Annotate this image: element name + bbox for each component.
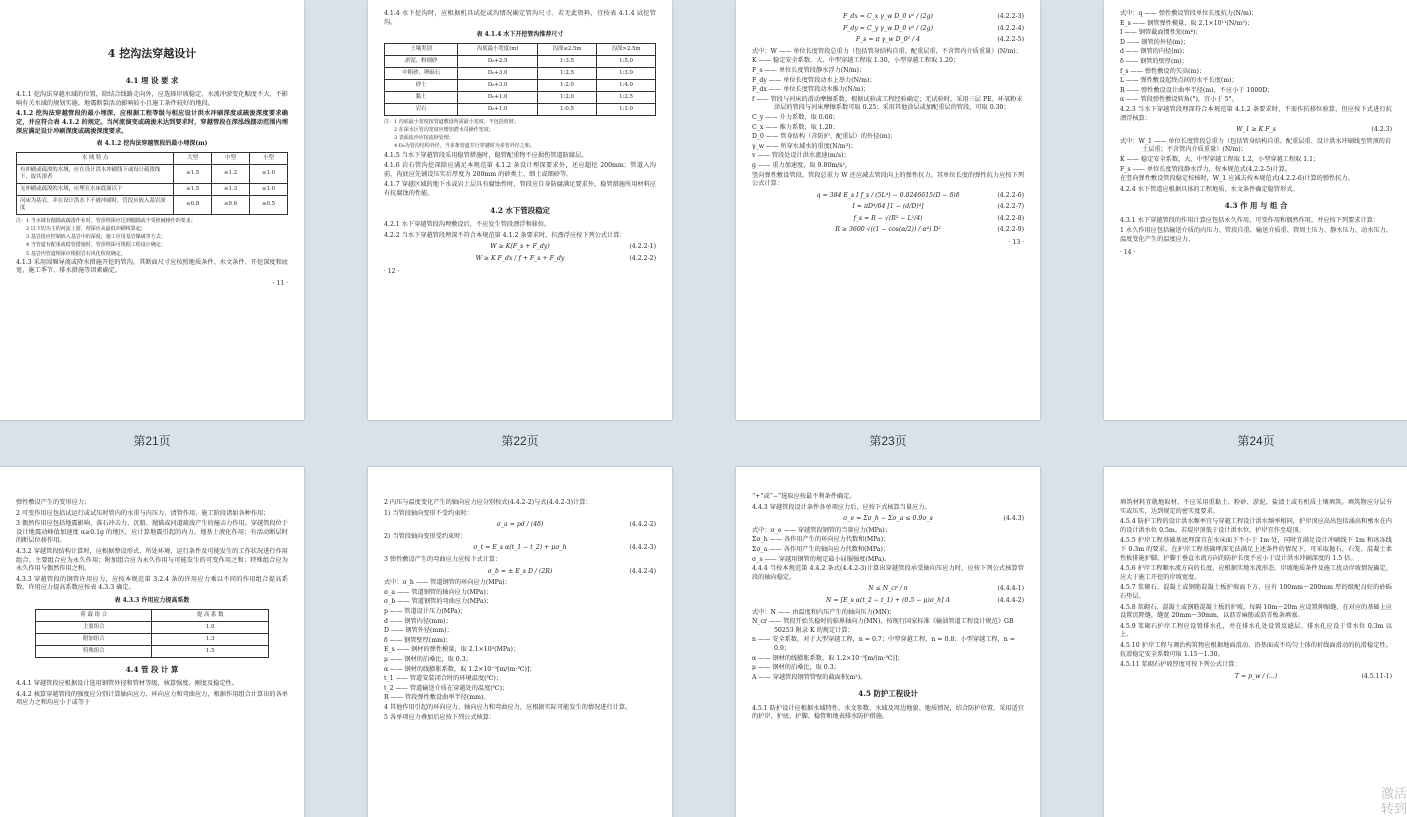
table-cell: 特殊组合 <box>36 645 152 657</box>
definition: α —— 管段弹性敷设转角(°)，宜小于 5°。 <box>1120 96 1238 104</box>
page-number: · 12 · <box>384 267 400 275</box>
formula-number: (4.2.2-4) <box>997 24 1024 32</box>
table-note: 5 基岩内管道埋深应根据岩石风化程度确定。 <box>26 250 126 257</box>
formula <box>1120 673 1392 682</box>
formula <box>752 597 1024 606</box>
table-cell: D₀+3.0 <box>458 67 538 79</box>
formula <box>1120 126 1392 135</box>
table-note: 注：1 沟底最小宽度按管道敷设所需最小宽度，不包括放坡； <box>384 118 519 125</box>
table-cell: D₀+1.0 <box>458 103 538 115</box>
formula-expr: W ≥ K F_dx / f + F_s + F_dy <box>475 254 565 262</box>
definition: δ —— 钢管的壁厚(m)； <box>1120 57 1188 65</box>
paragraph: 4.1.2 挖沟法穿越管段的最小埋深，应根据工程等级与相应设计洪水冲刷深度或疏浚深度要求确定，并应符合表 4.1.2 的规定。当河流演变或疏浚未达到要求时，穿越管段在深泓线摆动范围内埋深应满足设计冲刷深度或疏浚深度要求。 <box>16 110 288 135</box>
formula <box>384 568 656 577</box>
definition: K —— 稳定安全系数，大、中型穿越工程取 1.30，小型穿越工程取 1.20； <box>752 57 960 65</box>
formula-expr: σ_e = Σσ_h − Σσ_a ≤ 0.9σ_s <box>843 515 933 523</box>
formula <box>752 25 1024 34</box>
paragraph: 4.3.3 穿越管段的钢管许用应力，应按本规范第 3.2.4 条的许用应力乘以不同的作用组合提高系数，许用应力提高系数应按表 4.3.3 确定。 <box>16 575 288 592</box>
paragraph: 4.2.4 水下管道应根据具体的工程地质、水文条件确定稳管形式。 <box>1120 185 1299 193</box>
paragraph: 4.5.6 护岸工程顺水流方向的长度，应根据实地水流形态、岸坡地质条件及施工扰动岸坡情况确定，应大于施工开挖的岸坡宽度。 <box>1120 565 1392 581</box>
paragraph: 5 各单项应力叠加后应按下列公式核算： <box>384 714 496 722</box>
page-caption-21[interactable]: 第21页 <box>133 434 171 448</box>
definition: I —— 钢管截面惯性矩(m⁴)； <box>1120 29 1202 37</box>
table-header-cell: 小型 <box>250 152 288 164</box>
paragraph: 4.4.4 当按本规范第 4.4.2 条式(4.4.2-3)计算出穿越管段承受轴向压应力时，应按下列公式核算管段的轴向稳定。 <box>752 565 1024 581</box>
definition: t_2 —— 管道输送介质在穿越处的温度(℃)； <box>384 684 509 692</box>
table-cell: ≥1.2 <box>212 164 250 183</box>
table-cell: D₀+1.0 <box>458 91 538 103</box>
paragraph: 4.3.2 穿越管段结构计算时，应根据整设形式、所处环境、运行条件及可能发生的工作状况进行作用组合。主要组合应为永久作用；附加组合应为永久作用与可能发生的可变作用之和；特殊组合应为永久作用与偶然作用之和。 <box>16 547 288 573</box>
table-row <box>385 79 656 91</box>
page-caption-24[interactable]: 第24页 <box>1237 434 1275 448</box>
paragraph: 4.2.2 当水下穿越管段埋深不符合本规范第 4.1.2 条要求时，抗漂浮应按下列公式计算： <box>384 231 626 239</box>
definition: F_s —— 单位长度管段静水浮力(N/m)； <box>752 66 866 74</box>
table-note: 2 在深水区管沟宽度应增加潜水员操作宽度； <box>394 126 494 133</box>
paragraph: 4.1.4 水下挖沟时，应根据机具试挖或沟情况确定管沟尺寸。若无此资料，宜按表 4.1.4 试挖管沟。 <box>384 10 656 26</box>
paragraph: 竖向弹性敷设管段，管段总重力 W 还应减去管段向上的弹性抗力。其单位长度的弹性抗力应按下列公式计算： <box>752 171 1024 188</box>
table-row <box>36 621 269 633</box>
paragraph: 在竖向弹性敷设管段稳定校核时，W_1 应减去按本规范式(4.2.2-6)计算的弹性抗力。 <box>1120 175 1354 183</box>
table-cell: 1:0.5 <box>538 103 597 115</box>
page-thumbnail-27[interactable] <box>736 467 1040 817</box>
formula-expr: q = 384 E_s I f_s / (5L⁴) − 0.0246615(D − δ)δ <box>816 191 960 199</box>
formula-number: (4.2.2-1) <box>629 243 656 251</box>
formula-expr: T = p_w / (...) <box>1234 672 1278 680</box>
table-note: 4 当管道有配重或稳管措施时，管顶埋深可根据工程设计确定； <box>26 242 166 249</box>
table-header-cell: 中型 <box>212 152 250 164</box>
table-title: 表 4.1.2 挖沟法穿越管段的最小埋深(m) <box>96 140 208 148</box>
formula-number: (4.2.2-3) <box>997 13 1024 20</box>
table-title: 表 4.3.3 许用应力提高系数 <box>114 596 190 604</box>
paragraph: “+”或“−”选取应按最不利条件确定。 <box>752 493 856 500</box>
paragraph: 弹性敷设产生的变形应力； <box>16 499 91 506</box>
formula-expr: F_dy = C_y γ_w D_0 v² / (2g) <box>843 24 933 32</box>
paragraph: 4.2.1 水下穿越管段沟埋敷设后，不应发生管段漂浮和移位。 <box>384 221 551 229</box>
paragraph: 4.1.1 挖沟法穿越水域的位置，除结合线路走向外，应选择岸坡稳定、水流冲淤变化幅度不大、不影响有关水域的规划实施、地震断裂活动影响较小且施工条件较好的地段。 <box>16 91 288 107</box>
definition: d —— 钢管内径(mm)； <box>384 617 452 625</box>
page-thumbnail-22[interactable] <box>368 0 672 420</box>
definition: R —— 弹性敷设设计曲率半径(m)，不应小于 1000D； <box>1120 86 1274 94</box>
paragraph: 2 可变作用应包括试运行或试压时管内的水重与内压力、清管作用、施工阶段诸如各种作用； <box>16 509 270 517</box>
activation-watermark <box>1377 787 1407 817</box>
section-title: 4.3 作 用 与 组 合 <box>1224 201 1288 211</box>
formula <box>384 255 656 264</box>
table-cell: ≥1.5 <box>174 164 212 183</box>
paragraph: 1) 当管段轴向变形不受约束时： <box>384 509 473 517</box>
formula-expr: N = [E_s α(t_2 − t_1) + (0.5 − μ)σ_h] A <box>826 596 950 604</box>
definition: 式中：q —— 弹性敷设管段单位长度抗力(N/m)； <box>1120 10 1258 17</box>
table-cell: 1:2.5 <box>597 91 656 103</box>
definition: α —— 钢材的线膨胀系数，取 1.2×10⁻⁵[m/(m·℃)]； <box>752 654 904 662</box>
table-cell: 有冲刷或疏浚的水域，应在设计洪水冲刷线下或设计疏浚线下，取其深者 <box>17 164 174 183</box>
formula-expr: σ_t = E_s α(t_1 − t_2) + μσ_h <box>473 544 567 552</box>
table-cell: 1:2.0 <box>538 91 597 103</box>
table-header-cell: 大型 <box>174 152 212 164</box>
definition: 式中：W —— 单位长度管段总重力（包括管身结构自重、配重层重，不含管内介质重量）(N/m)； <box>752 47 1022 55</box>
table-row <box>385 55 656 67</box>
definition: D —— 钢管的外径(m)； <box>1120 38 1190 46</box>
table-cell: 1:4.0 <box>597 79 656 91</box>
definition: N_cr —— 管段开始失稳时的临界轴向力(MN)，按现行国家标准《输油管道工程设计规范》GB 50253 附录 K 的规定计算； <box>752 618 1014 634</box>
table-header-cell: 土壤类别 <box>385 43 458 55</box>
trench-table <box>384 43 656 116</box>
formula-expr: I = πD⁴/64 [1 − (d/D)⁴] <box>852 203 924 211</box>
page-thumbnail-24[interactable] <box>1104 0 1407 420</box>
definition: Σσ_h —— 各作用产生的环向应力代数和(MPa)； <box>752 536 890 544</box>
table-cell: 河床为基岩，并在设计洪水下不被冲刷时，管段应嵌入基岩深度 <box>17 195 174 214</box>
definition: f —— 管段与河床的滑动摩擦系数，根据试验或工程经验确定；无试验时，采用三层 PE、环氧粉末涂层的管段与河床摩擦系数可取 0.25；采用其他涂层或加配重层的管段，可取 0.30； <box>752 95 1023 112</box>
paragraph: 4.5.11 浆砌石护坡厚度可按下列公式计算： <box>1120 661 1241 669</box>
table-row <box>17 164 288 183</box>
formula-expr: W_1 ≥ K F_s <box>1236 126 1276 134</box>
paragraph: 4.1.3 采用围堰导流或降水措施开挖的管沟，其断面尺寸应按照地质条件、水文条件、开挖深度和底宽、施工季节、排水措施等因素确定。 <box>16 258 288 275</box>
page-number: · 11 · <box>272 279 288 287</box>
table-cell: 砂土 <box>385 79 458 91</box>
paragraph: 1 永久作用应包括输送介质的内压力、管段自重、输送介质重、管周土压力、静水压力、动水压力、温度变化产生的温度应力、 <box>1120 227 1392 244</box>
paragraph: 4.1.5 当水下穿越管段采用稳管措施时，稳管配重物不应损伤管道防腐层。 <box>384 151 588 159</box>
formula-expr: σ_a = pd / (4δ) <box>496 521 544 529</box>
formula <box>752 13 1024 22</box>
paragraph: 4.5.5 护岸工程基础基底埋深宜在水床面下不小于 1m 处，同时宜满足设计冲刷线下 1m 和冰冻线下 0.3m 的要求。在护岸工程基础埋深无法满足上述条件的情况下，可采取抛石、石笼、混凝土柔性板排施护脚。护脚于垂直水流方向的防护长度不应小于设计洪水冲刷深度的 1.5 倍。 <box>1120 537 1392 562</box>
table-row <box>385 103 656 115</box>
paragraph: 2) 当管段轴向变形受约束时： <box>384 532 467 540</box>
table-header-cell: 荷 载 组 合 <box>36 609 152 621</box>
paragraph: 4.4.1 穿越管段应根据设计选用钢管外径和管材等级，核算强度、刚度及稳定性。 <box>16 680 238 688</box>
table-cell: 1.0 <box>152 621 268 633</box>
table-cell: 1:3.5 <box>538 55 597 67</box>
definition: 式中：N —— 由温度和内压产生的轴向压力(MN)； <box>752 608 896 616</box>
formula-expr: W ≥ K(F_s + F_dy) <box>490 243 550 251</box>
table-row <box>17 195 288 214</box>
formula <box>384 521 656 530</box>
definition: δ —— 钢管壁厚(mm)； <box>384 636 452 644</box>
table-cell: ≥1.5 <box>174 183 212 195</box>
definition: v —— 管段处设计洪水流速(m/s)； <box>752 152 850 160</box>
formula <box>384 243 656 252</box>
definition: 式中：W_1 —— 单位长度管段总重力（包括管身结构自重、配重层重、设计洪水冲刷线至管顶的岩土层重；不含管内介质重量）(N/m)； <box>1120 137 1392 154</box>
section-title: 4.1 埋 设 要 求 <box>125 75 179 85</box>
definition: α —— 钢材的线膨胀系数，取 1.2×10⁻⁵[m/(m·℃)]； <box>384 665 536 673</box>
table-cell: D₀+2.5 <box>458 55 538 67</box>
table-header-cell: 沟底最小宽度(m) <box>458 43 538 55</box>
formula-expr: F_dx = C_x γ_w D_0 v² / (2g) <box>843 13 933 20</box>
definition: d —— 钢管的内径(m)； <box>1120 48 1189 56</box>
table-cell: 1:5.0 <box>597 55 656 67</box>
definition: 式中：σ_h —— 管道钢管的环向应力(MPa)； <box>384 579 511 587</box>
formula-expr: R ≥ 3600 √((1 − cos(α/2)) / α⁴) D² <box>835 226 941 234</box>
paragraph: 4.5.1 防护设计应根据水域特性、水文参数、水域及周边地貌、地质情况，结合防护位置，采用适宜的护岸、护底、护脚、稳管和地表排水防护措施。 <box>752 704 1024 721</box>
formula-expr: σ_b = ± E_s D / (2R) <box>487 567 553 575</box>
table-header-cell: 提 高 系 数 <box>152 609 268 621</box>
paragraph: 4.4.3 穿越管段设计条件各单项应力后，应按下式核算当量应力。 <box>752 503 931 511</box>
formula-number: (4.2.2-7) <box>997 203 1024 211</box>
page-caption-22[interactable]: 第22页 <box>501 434 539 448</box>
page-thumbnail-21[interactable] <box>0 0 304 420</box>
definition: σ_b —— 管道钢管的弯曲应力(MPa)； <box>384 598 493 606</box>
formula-number: (4.4.3) <box>1003 515 1024 523</box>
formula <box>752 585 1024 594</box>
definition: F_dx —— 单位长度管段动水推力(N/m)； <box>752 86 870 94</box>
page-number: · 14 · <box>1120 248 1136 256</box>
formula-number: (4.2.2-8) <box>997 214 1024 222</box>
definition: μ —— 钢材的泊桑比，取 0.3； <box>384 655 472 663</box>
paragraph: 填筑材料宜就地取材，不应采用重黏土、粉砂、淤泥、盐渍土或有机质土壤填筑。填筑物应分层夯实或压实，达到规定的密实度要求。 <box>1120 499 1392 515</box>
page-thumbnail-25[interactable] <box>0 467 304 817</box>
table-note: 3 表面流沙应按流砂处理； <box>394 135 454 142</box>
watermark-line: 转到 <box>1380 802 1407 817</box>
table-note: 3 基岩段应控制嵌入基岩中的深度，施工应用基岩爆破等方式； <box>26 234 166 241</box>
formula-number: (4.4.4-2) <box>997 596 1024 604</box>
definition: σ_a —— 管道钢管的轴向应力(MPa)； <box>384 588 492 596</box>
formula <box>752 36 1024 45</box>
table-cell: 1:2.5 <box>538 67 597 79</box>
formula-expr: F_s = π γ_w D_0² / 4 <box>855 36 921 44</box>
definition: E_s —— 钢管弹性模量，取 2.1×10¹¹(N/m²)； <box>1120 19 1254 27</box>
page-number: · 13 · <box>1008 239 1024 247</box>
formula-number: (4.5.11-1) <box>1361 672 1392 680</box>
table-cell: 1:2.0 <box>538 79 597 91</box>
paragraph: 4.3.1 水下穿越管段的作用计算应包括永久作用、可变作用和偶然作用，并应按下列要求计算： <box>1120 216 1380 224</box>
chapter-title: 4 挖沟法穿越设计 <box>107 47 197 60</box>
table-cell: ≥1.0 <box>250 183 288 195</box>
table-row <box>36 645 269 657</box>
table-row <box>17 183 288 195</box>
table-row <box>385 91 656 103</box>
definition: t_1 —— 管道安装闭合时的环境温度(℃)； <box>384 675 503 683</box>
table-cell: 黏土 <box>385 91 458 103</box>
table-row <box>36 633 269 645</box>
definition: A —— 穿越管段钢管管壁的截面积(m²)。 <box>752 673 867 681</box>
paragraph: 2 内压与温度变化产生的轴向应力应分别按式(4.4.2-2)与式(4.4.2-3)计算： <box>384 499 592 506</box>
table-header-row <box>36 609 269 621</box>
table-title: 表 4.1.4 水下开挖管沟推荐尺寸 <box>476 31 564 39</box>
watermark-line: 激活 <box>1380 787 1407 802</box>
table-note: 注：1 当水域有抛锚或疏浚作业时，管顶埋深应达到抛锚或不受机械操作的要求； <box>16 217 196 224</box>
definition: L —— 弹性敷设起终点间的水平长度(m)； <box>1120 77 1238 85</box>
table-cell: ≥1.3 <box>212 183 250 195</box>
table-cell: 中粗砂、卵砾石 <box>385 67 458 79</box>
page-thumbnail-26[interactable] <box>368 467 672 817</box>
table-cell: ≥0.8 <box>174 195 212 214</box>
table-note: 2 以下切为主的河流上游，埋深应从最低冲刷线算起； <box>26 225 146 232</box>
paragraph: 4.2.3 当水下穿越管段埋深符合本规范第 4.1.2 条要求时，不需作抗移位验算，但应按下式进行抗漂浮核算： <box>1120 105 1392 122</box>
definition: μ —— 钢材的泊桑比，取 0.3； <box>752 664 840 672</box>
definition: D —— 钢管外径(mm)； <box>384 627 453 635</box>
table-cell: 1:3.0 <box>597 67 656 79</box>
paragraph: 4.1.6 岩石管沟挖深除应满足本规范第 4.1.2 条设计埋深要求外，还应超挖 200mm；管道入沟前，沟底应先铺设压实后厚度为 200mm 的砂类土、细土或细砂等。 <box>384 162 656 178</box>
paragraph: 4.5.9 浆砌石护岸工程应设置排水孔，并在排水孔处设置反滤层。排水孔应设于常水位 0.3m 以上。 <box>1120 622 1392 639</box>
definition: C_y —— 升力系数，取 0.60； <box>752 113 839 121</box>
depth-table <box>16 152 288 215</box>
definition: n —— 安全系数，对于大型穿越工程，n = 0.7；中型穿越工程，n = 0.8；小型穿越工程，n = 0.9； <box>752 636 1015 652</box>
paragraph: 4.5.7 浆砌石、混凝土或钢筋混凝土板护坡面下方，应有 100mm～200mm 厚的级配良好的砂砾石垫层。 <box>1120 584 1392 600</box>
definition: σ_s —— 穿越用钢管的规定最小屈服强度(MPa)。 <box>752 555 891 563</box>
table-header-cell: 沟深≤2.5m <box>538 43 597 55</box>
formula-number: (4.4.2-2) <box>629 521 656 529</box>
stress-factor-table <box>35 609 269 658</box>
table-cell: 岩石 <box>385 103 458 115</box>
table-header-cell: 水 域 特 点 <box>17 152 174 164</box>
formula-number: (4.2.2-9) <box>997 226 1024 234</box>
table-cell: 1.5 <box>152 645 268 657</box>
definition: F_s —— 单位长度管段静水浮力，按本规范式(4.2.2-5)计算。 <box>1120 165 1292 173</box>
section-title: 4.5 防护工程设计 <box>858 689 918 699</box>
table-cell: ≥0.5 <box>250 195 288 214</box>
page-thumbnail-28[interactable] <box>1104 467 1407 817</box>
formula-number: (4.2.2-2) <box>629 254 656 262</box>
definition: K —— 稳定安全系数，大、中型穿越工程取 1.2，小型穿越工程取 1.1； <box>1120 155 1320 163</box>
table-cell: 附加组合 <box>36 633 152 645</box>
formula-number: (4.4.2-3) <box>629 544 656 552</box>
paragraph: 4.1.7 穿越区域的地下水或岩土层具有腐蚀性时，管段应自身防腐满足要求外，稳管措施所用材料应有抗腐蚀的性能。 <box>384 181 656 197</box>
definition: E_s —— 钢材的弹性模量，取 2.1×10⁵(MPa)； <box>384 646 520 654</box>
formula-number: (4.2.2-5) <box>997 36 1024 44</box>
formula-number: (4.4.2-4) <box>629 567 656 575</box>
formula <box>752 203 1024 212</box>
table-note: 4 D₀为管沟结构外径，当多条管道并行穿越时为多管外径之和。 <box>394 143 535 150</box>
definition: γ_w —— 所穿水域水的重度(N/m³)； <box>752 142 857 150</box>
definition: g —— 重力加速度，取 9.80m/s²。 <box>752 161 852 169</box>
table-header-cell: 沟深>2.5m <box>597 43 656 55</box>
table-cell: 无冲刷或疏浚的水域，应埋在水床底面以下 <box>17 183 174 195</box>
definition: C_x —— 推力系数，取 1.20； <box>752 123 839 131</box>
formula <box>384 544 656 553</box>
definition: f_s —— 弹性敷设的矢高(m)； <box>1120 67 1206 75</box>
section-title: 4.2 水下管段稳定 <box>490 205 550 215</box>
definition: D_0 —— 管身结构（含防护、配重层）的外径(m)； <box>752 133 897 141</box>
table-cell: ≥0.6 <box>212 195 250 214</box>
formula <box>752 192 1024 201</box>
table-cell: 1.3 <box>152 633 268 645</box>
definition: p —— 管道设计压力(MPa)； <box>384 607 467 615</box>
table-cell: ≥1.0 <box>250 164 288 183</box>
definition: Σσ_a —— 各作用产生的轴向应力代数和(MPa)； <box>752 545 890 553</box>
definition: 式中：σ_e —— 穿越管段钢管的当量应力(MPa)； <box>752 526 891 534</box>
formula <box>752 515 1024 524</box>
paragraph: 4.4.2 核算穿越管段的强度应分别计算轴向应力、环向应力和弯曲应力，根据作用组合计算出的各单项应力之和均应小于或等于 <box>16 690 288 707</box>
formula-number: (4.2.3) <box>1371 126 1392 134</box>
formula-expr: N ≤ N_cr / n <box>868 585 908 593</box>
table-cell: D₀+3.0 <box>458 79 538 91</box>
paragraph: 3 偶然作用应包括地震影响、落石冲击力、沉船、抛锚或河道疏浚产生的撞击力作用。穿越管段位于设计地震动峰值加速度 α≥0.1g 的地区，应计算地震引起的内力、地基土液化作用；有活动断层时的断层位移作用。 <box>16 520 288 545</box>
paragraph: 4.5.10 护岸工程与调治构筑物应根据地面滑动、沿基面或不均匀土体的折线面滑动的抗滑稳定性。抗滑稳定安全系数可取 1.15～1.30。 <box>1120 641 1392 658</box>
formula <box>752 215 1024 224</box>
table-header-row <box>385 43 656 55</box>
formula-expr: f_s = R − √(R² − L²/4) <box>853 214 923 222</box>
table-header-row <box>17 152 288 164</box>
formula-number: (4.4.4-1) <box>997 585 1024 593</box>
page-caption-23[interactable]: 第23页 <box>869 434 907 448</box>
table-row <box>385 67 656 79</box>
definition: F_dy —— 单位长度管段动水上举力(N/m)； <box>752 76 876 84</box>
table-cell: 1:1.0 <box>597 103 656 115</box>
paragraph: 4.5.8 浆砌石、混凝土或钢筋混凝土板的护坡，每隔 10m～20m 应设置伸缩缝，在对应的基础上应设置沉降缝，缝宽 20mm～30mm，以沥青麻筋或沥青板条填塞。 <box>1120 603 1392 620</box>
paragraph: 4.5.4 防护工程的设计洪水频率宜与穿越工程设计洪水频率相同，护岸顶应高出包括涌高和壅水在内的设计洪水位 0.5m。若堤岸顶低于设计洪水位，护岸宜作至堤顶。 <box>1120 518 1392 534</box>
definition: R —— 管段弹性敷设曲率半径(mm)。 <box>384 694 490 702</box>
paragraph: 3 弹性敷设产生的弯曲应力应按下式计算： <box>384 555 502 563</box>
page-thumbnail-23[interactable] <box>736 0 1040 420</box>
paragraph: 4 其他作用引起的环向应力、轴向应力和弯曲应力，应根据实际可能发生的情况进行计算。 <box>384 703 632 711</box>
formula <box>752 226 1024 235</box>
formula-number: (4.2.2-6) <box>997 191 1024 199</box>
table-cell: 主要组合 <box>36 621 152 633</box>
section-title: 4.4 管 段 计 算 <box>125 664 179 674</box>
table-cell: 淤泥、粉细砂 <box>385 55 458 67</box>
